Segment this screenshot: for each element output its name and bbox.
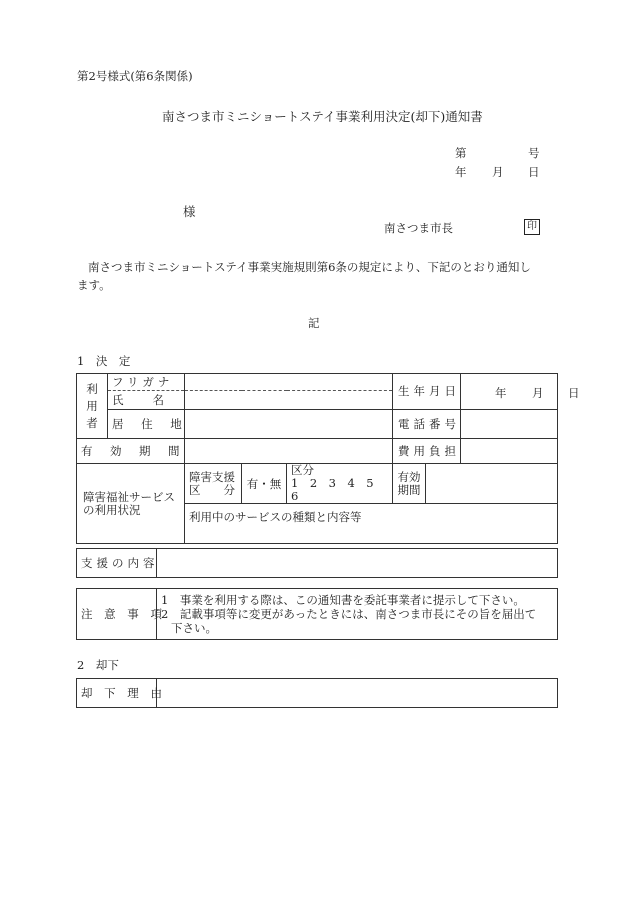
notes-label: 注 意 事 項 <box>77 589 157 640</box>
addressee-suffix: 様 <box>183 204 196 219</box>
decision-table <box>76 373 580 544</box>
support-class-label <box>185 464 242 504</box>
cost-field[interactable] <box>461 439 557 463</box>
furigana-label: フリガナ <box>108 374 185 391</box>
welfare-status-label: 障害福祉サービスの利用状況 <box>77 464 185 544</box>
services-in-use-field[interactable] <box>185 504 558 544</box>
date-day: 日 <box>528 165 540 179</box>
validity-label: 有 効 期 間 <box>77 439 185 464</box>
cost-label: 費用負担 <box>393 439 461 463</box>
reason-label: 却 下 理 由 <box>77 679 157 708</box>
address-label: 居 住 地 <box>108 410 185 439</box>
ki-label: 記 <box>308 316 320 330</box>
user-label-3: 者 <box>86 415 98 430</box>
document-title: 南さつま市ミニショートステイ事業利用決定(却下)通知書 <box>162 109 483 124</box>
issuer-name: 南さつま市長 <box>384 221 453 235</box>
kubun-label: 区分 <box>291 463 314 477</box>
user-label-1: 利 <box>86 381 98 396</box>
yuko-line2: 期間 <box>397 482 421 497</box>
date-month: 月 <box>492 165 504 179</box>
name-label: 氏 名 <box>108 391 185 410</box>
support-field[interactable] <box>157 549 558 578</box>
kubun-values: 1 2 3 4 5 6 <box>291 476 386 503</box>
seal-mark: 印 <box>524 219 540 235</box>
notes-table <box>76 588 558 640</box>
support-class-line1: 障害支援 <box>189 469 235 484</box>
user-label-cell <box>77 374 108 439</box>
dob-month: 月 <box>532 386 544 400</box>
section1-heading: 1 決 定 <box>77 354 131 368</box>
yuko-field[interactable] <box>426 464 558 504</box>
note-item-2: 2 記載事項等に変更があったときには、南さつま市長にその旨を届出て <box>161 607 537 621</box>
section2-heading: 2 却下 <box>77 658 119 672</box>
note-item-1: 1 事業を利用する際は、この通知書を委託事業者に提示して下さい。 <box>161 593 525 607</box>
number-go: 号 <box>528 146 540 160</box>
rejection-table <box>76 678 558 708</box>
intro-text-cont: ます。 <box>77 278 111 292</box>
dob-field[interactable] <box>461 374 580 409</box>
notes-content <box>157 589 558 640</box>
dob-row <box>393 374 580 410</box>
yuko-label <box>393 464 426 504</box>
validity-field[interactable] <box>185 439 393 464</box>
support-class-line2: 区 分 <box>189 482 235 497</box>
intro-text: 南さつま市ミニショートステイ事業実施規則第6条の規定により、下記のとおり通知し <box>88 260 531 274</box>
furigana-field[interactable] <box>185 374 393 391</box>
name-field[interactable] <box>185 391 393 410</box>
note-item-2-cont: 下さい。 <box>171 621 217 635</box>
dob-day: 日 <box>568 386 580 400</box>
yuko-line1: 有効 <box>397 469 421 484</box>
yes-no-choice[interactable]: 有・無 <box>242 464 287 504</box>
reason-field[interactable] <box>157 679 558 708</box>
services-in-use-label: 利用中のサービスの種類と内容等 <box>189 510 362 524</box>
form-number: 第2号様式(第6条関係) <box>77 69 193 83</box>
phone-field[interactable] <box>461 410 557 438</box>
support-table <box>76 548 558 578</box>
date-year: 年 <box>455 165 467 179</box>
cost-row <box>393 439 558 464</box>
phone-row <box>393 410 558 439</box>
user-label-2: 用 <box>86 398 98 413</box>
dob-year: 年 <box>495 386 507 400</box>
phone-label: 電話番号 <box>393 410 461 438</box>
address-field[interactable] <box>185 410 393 439</box>
kubun-cell[interactable] <box>287 464 393 504</box>
support-label: 支援の内容 <box>77 549 157 578</box>
number-dai: 第 <box>455 146 467 160</box>
dob-label: 生年月日 <box>393 374 461 409</box>
